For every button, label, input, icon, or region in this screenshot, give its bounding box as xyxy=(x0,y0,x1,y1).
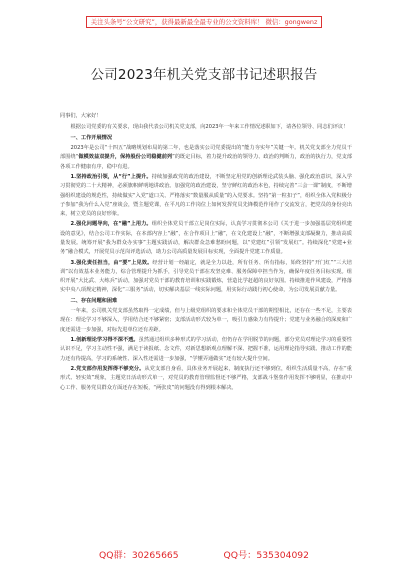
body-paragraph: 3.强化责任担当，由“要”上见效。经营计划一经敲定，就是全力以赴，所有任务、所有指标，始终坚持“开门红”“三大培训”以有效基本业务能力，综合管理提升为抓手，引导党员干部在攻坚克难、服务保障中担当作为，确保年度任务目标实现。组织开展“大比武、大练兵”活动，加强对党员干部的教育培训和实践锻炼，营造比学赶超的良好氛围。持续推进作风建设，严格落实中央八项规定精神，深化“三服务”活动，切实解决基层一线实际问题，用实际行动践行初心使命，为公司发展贡献力量。 xyxy=(60,259,352,293)
bold-lead: 1.创新理论学习得不深不透。 xyxy=(70,337,139,344)
contact-footer xyxy=(0,550,408,562)
body-paragraph: 一年来，公司机关党支部虽然取得一定成绩，但与上级党组织的要求和全体党员干部的期望相比，还存在一些不足，主要表现在：理论学习不够深入，学用结合还不够紧密；支部活动形式较为单一，吸引力感染力有待提升；党建与业务融合的深度和广度还需进一步加强，对标先进单位还有差距。 xyxy=(60,308,352,333)
bold-lead: 2.强化问题导向，在“融”上用力。 xyxy=(70,221,152,228)
body-paragraph: 2023年是公司“十四五”战略规划布局的第二年，也是落实公司党委提出的“能力夯实年”关键一年。机关党支部全力党员干部围绕“做模效益双提升，保持股份公司稳健前列”的既定目标，着力提升政治的领导力、政治的判断力，政治的执行力，党支部各项工作健康有序，稳中有进。 xyxy=(60,145,352,170)
section-heading: 一、工作开展情况 xyxy=(70,134,113,141)
bold-lead: 2.党支部作用发挥得不够充分。 xyxy=(70,366,145,373)
bold-lead: 3.强化责任担当，由“要”上见效。 xyxy=(70,259,153,266)
bold-lead: 1.坚持政治引领，从“行”上提升。 xyxy=(70,174,152,181)
section-heading: 二、存在问题和困难 xyxy=(70,297,118,304)
promo-banner xyxy=(0,16,408,28)
body-paragraph: 根据公司党委的有关要求，现由我代表公司机关党支部，向2023年一年来工作情况述职如下，请各位领导、同志们评议！ xyxy=(70,123,349,130)
document-body xyxy=(60,112,352,394)
body-paragraph: 2.党支部作用发挥得不够充分。从党支部自身看，具体业务开展起来，制度执行还不够到位，组织生活质量不高，存在“重形式、轻实效”现象，主题党日活动形式单一，对党员的教育管理监督还不够严格，支部战斗堡垒作用发挥不够明显，在推动中心工作、服务党员群众方面还存在短板，“两张皮”的问题没有得到根本解决。 xyxy=(60,366,352,391)
bold-lead: 做模效益双提升，保持股份公司稳健前列 xyxy=(78,154,173,161)
document-title: 公司2023年机关党支部书记述职报告 xyxy=(90,67,318,83)
qq-number-text: QQ号：535304092 xyxy=(223,550,309,561)
body-paragraph: 2.强化问题导向，在“融”上用力。组织全体党员干部立足岗位实际，认真学习贯彻本公司《关于进一步加强基层党组织建设的意见》，结合公司工作实际，在本部内容上“融”，在合作项目上“融”，在文化建设上“融”，不断增强支部凝聚力，推动高质量发展。统筹开展“我为群众办实事”主题实践活动，解决群众急难愁盼问题，以“党建红”引领“发展红”。持续深化“党建+业务”融合模式，开展党员示范岗评选活动，助力公司高质量发展目标实现，全面提升党建工作质量。 xyxy=(60,221,352,255)
qq-group-text: QQ群：30265665 xyxy=(99,550,179,561)
promo-banner-text: 关注头条号“公文研究”，获得最新最全最专业的公文资料库！ 微信：gongwenz xyxy=(86,16,323,28)
body-paragraph: 1.坚持政治引领，从“行”上提升。持续加强政党的政治建设，不断坚定用党的创新理论武装头脑、强化政治意识，深入学习贯彻党的二十大精神，必须旗帜鲜明地讲政治。加强党的政治建设，坚守鲜红的政治本色，持续完善“三会一课”制度，不断增强组织建设的规范性，持续做实“入党”道口关、严格落实“数量服从质量”的入党要求。坚持“第一粒扣子”，组织全体入党积极分子参加“我为什么入党”座谈会，暨主题党课，在平凡的工作岗位上如何发挥党员先锋模范作用作了交流发言，把党员的身份亮出来，树立党员的良好形象。 xyxy=(60,174,352,217)
greeting: 同事们，大家好！ xyxy=(60,113,102,119)
body-paragraph: 1.创新理论学习得不深不透。虽然通过组织多种形式的学习活动，但仍存在学用脱节的问题，部分党员对理论学习的重要性认识不足，学习主动性不强，满足于读报纸、念文件，对新思想新观点理解不深、把握不准，运用理论指导实践、推动工作的能力还有待提高，学习的系统性、深入性还需进一步加强，“学懂弄通做实”还有较大提升空间。 xyxy=(60,337,352,362)
